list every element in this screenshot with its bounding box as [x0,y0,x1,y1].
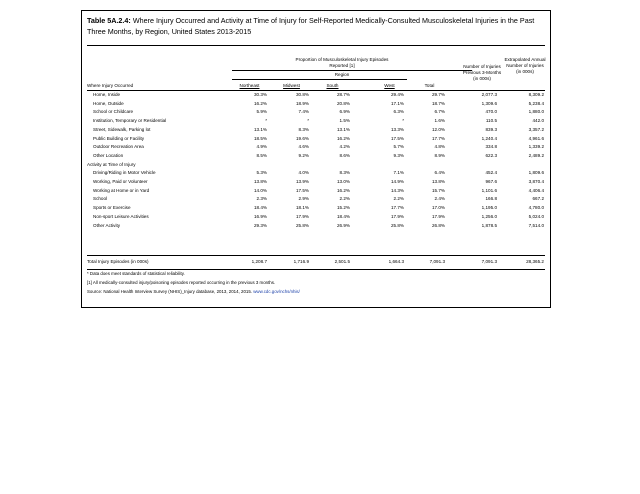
row-label: School or Childcare [93,109,134,115]
cell-t: 4.8% [434,144,445,150]
cell-mw: 9.2% [298,152,309,158]
cell-ne: 18.5% [253,135,267,141]
row-label: Institution, Temporary or Residential [93,118,167,124]
total-cell-ne: 1,208.7 [251,259,267,264]
cell-a: 4,961.6 [528,135,544,141]
cell-s: 8.3% [339,170,350,176]
cell-t: 29.7% [431,92,445,97]
cell-w: 25.8% [390,222,404,228]
col-midwest: Midwest [283,83,300,88]
total-cell-a: 28,365.2 [526,259,544,264]
total-row-label: Total Injury Episodes (in 000s) [87,259,149,264]
header-rule-1 [232,70,472,71]
table-title [87,16,542,37]
cell-s: 8.6% [339,152,350,158]
cell-t: 1.6% [434,118,445,124]
cell-a: 7,514.0 [528,222,544,228]
cell-ne: 18.4% [253,205,267,211]
footnote-one: [1] All medically-consulted injury/poisoning episodes reported occurring in the previous 3 months. [87,280,276,285]
cell-a: 5,238.4 [528,100,544,106]
cell-t: 13.8% [431,179,445,184]
cell-t: 12.0% [431,126,445,132]
cell-n: 967.6 [485,179,497,184]
cell-s: 6.9% [339,109,350,115]
row-label: Public Building or Facility [93,135,145,141]
cell-n: 839.3 [485,126,497,132]
row-label: Non-sport Leisure Activities [93,213,149,219]
row-label: Outdoor Recreation Area [93,144,144,150]
cell-ne: 13.8% [253,179,267,184]
cell-mw: 18.1% [295,205,309,211]
row-label: Other Location [93,152,124,158]
cell-a: 3,357.2 [528,126,544,132]
cell-a: 1,809.6 [528,170,544,176]
cell-ne: 16.2% [253,100,267,106]
cell-mw: 19.6% [295,135,309,141]
row-label: Other Activity [93,222,121,228]
total-rule-top [87,255,545,256]
cell-a: 4,406.4 [528,187,544,193]
header-region: Region [334,72,350,77]
cell-w: 13.3% [390,126,404,132]
cell-ne: 4.9% [256,144,267,150]
cell-a: 5,024.0 [528,213,544,219]
cell-ne: 8.5% [256,152,267,158]
cell-s: 4.2% [339,144,350,150]
cell-s: 26.9% [336,222,350,228]
cell-n: 452.4 [485,170,497,176]
footnote-source [87,289,300,295]
cell-a: 1,339.2 [528,144,544,150]
cell-s: 1.5% [339,118,350,124]
header-rule-3 [87,90,545,91]
header-number-previous: Number of Injuries Previous 3-Months (in 000s) [462,64,502,81]
cell-t: 8.9% [434,152,445,158]
cell-w: 29.4% [390,92,404,97]
cell-n: 1,195.0 [481,205,497,211]
cell-a: 2,489.2 [528,152,544,158]
cell-ne: 5.3% [256,170,267,176]
col-northeast: Northeast [239,83,260,88]
cell-s: 2.2% [339,196,350,202]
cell-w: 17.1% [390,100,404,106]
row-label: Driving/Riding in Motor Vehicle [93,170,156,176]
cell-s: 13.1% [336,126,350,132]
cell-a: 442.0 [532,118,544,124]
row-label: Working, Paid or Volunteer [93,179,148,184]
cell-ne: 2.3% [256,196,267,202]
table-title-text: Where Injury Occurred and Activity at Time of Injury for Self-Reported Medically-Consulted Musculoskeletal Injuries in the Past Three Months, by Region, United States 2013-2015 [87,16,535,36]
col-total: Total [424,83,435,88]
cell-ne: 30.3% [253,92,267,97]
cell-a: 3,870.4 [528,179,544,184]
source-link[interactable]: www.cdc.gov/nchs/nhis/ [253,289,300,294]
cell-s: 16.2% [336,135,350,141]
top-rule [87,45,545,46]
cell-mw: 30.8% [295,92,309,97]
cell-mw: 4.0% [298,170,309,176]
cell-t: 15.7% [431,187,445,193]
total-cell-n: 7,091.3 [481,259,497,264]
footnote-star: * Data does meet standards of statistical reliability. [87,271,185,276]
cell-t: 6.4% [434,170,445,176]
cell-n: 622.3 [485,152,497,158]
cell-s: 15.2% [336,205,350,211]
header-extrapolated: Extrapolated Annual Number of Injuries (in 000s) [504,57,546,74]
cell-mw: 25.8% [295,222,309,228]
row-label: Street, Sidewalk, Parking lot [93,126,151,132]
header-proportion: Proportion of Musculoskeletal Injury Episodes Reported [1] [295,57,389,68]
table-frame [81,10,551,308]
row-label: Home, Inside [93,92,121,97]
cell-s: 16.2% [336,187,350,193]
cell-mw: 2.9% [298,196,309,202]
row-label: School [93,196,108,202]
cell-n: 1,878.5 [481,222,497,228]
cell-t: 17.7% [431,135,445,141]
cell-ne: * [265,118,267,124]
cell-mw: 8.3% [298,126,309,132]
cell-w: 17.7% [390,205,404,211]
total-cell-mw: 1,716.9 [293,259,309,264]
total-rule-bottom [87,269,545,270]
cell-ne: 14.0% [253,187,267,193]
cell-w: 7.1% [393,170,404,176]
cell-mw: 17.5% [295,187,309,193]
cell-a: 667.2 [532,196,544,202]
total-cell-s: 2,501.5 [334,259,350,264]
cell-mw: 13.9% [295,179,309,184]
cell-n: 1,240.4 [481,135,497,141]
total-cell-w: 1,664.3 [388,259,404,264]
cell-w: 2.2% [393,196,404,202]
cell-mw: 17.9% [295,213,309,219]
cell-n: 334.8 [485,144,497,150]
cell-mw: 18.9% [295,100,309,106]
cell-a: 8,309.2 [528,92,544,97]
cell-t: 17.9% [431,213,445,219]
row-label: Working at Home or in Yard [93,187,150,193]
cell-ne: 13.1% [253,126,267,132]
total-cell-t: 7,091.3 [429,259,445,264]
cell-s: 18.4% [336,213,350,219]
col-west: West [384,83,395,88]
cell-w: 14.3% [390,187,404,193]
cell-n: 2,077.3 [481,92,497,97]
cell-w: 14.9% [390,179,404,184]
cell-s: 13.0% [336,179,350,184]
cell-s: 28.7% [336,92,350,97]
cell-a: 4,780.0 [528,205,544,211]
cell-mw: * [307,118,309,124]
cell-t: 6.7% [434,109,445,115]
cell-mw: 4.6% [298,144,309,150]
row-label: Home, Outside [93,100,124,106]
cell-w: 6.3% [393,109,404,115]
cell-n: 470.0 [485,109,497,115]
table-number: Table 5A.2.4: [87,16,131,25]
cell-s: 20.8% [336,100,350,106]
source-text: Source: National Health Interview Survey (NHIS)_Injury database, 2013, 2014, 2015. [87,289,252,294]
cell-w: 17.5% [390,135,404,141]
cell-w: 17.9% [390,213,404,219]
cell-n: 1,101.6 [481,187,497,193]
cell-w: * [402,118,404,124]
header-rule-2 [232,79,407,80]
cell-n: 110.5 [485,118,497,124]
cell-t: 18.7% [431,100,445,106]
activity-section-label: Activity at Time of Injury [87,161,136,167]
cell-t: 17.0% [431,205,445,211]
row-label: Sports or Exercise [93,205,131,211]
cell-ne: 29.3% [253,222,267,228]
cell-n: 1,309.6 [481,100,497,106]
row-label-header: Where Injury Occurred [87,83,134,88]
cell-w: 9.3% [393,152,404,158]
cell-t: 2.4% [434,196,445,202]
cell-ne: 5.9% [256,109,267,115]
cell-t: 26.8% [431,222,445,228]
cell-ne: 16.9% [253,213,267,219]
cell-n: 166.8 [485,196,497,202]
col-south: South [326,83,339,88]
cell-n: 1,256.0 [481,213,497,219]
cell-a: 1,880.0 [528,109,544,115]
cell-mw: 7.4% [298,109,309,115]
cell-w: 5.7% [393,144,404,150]
